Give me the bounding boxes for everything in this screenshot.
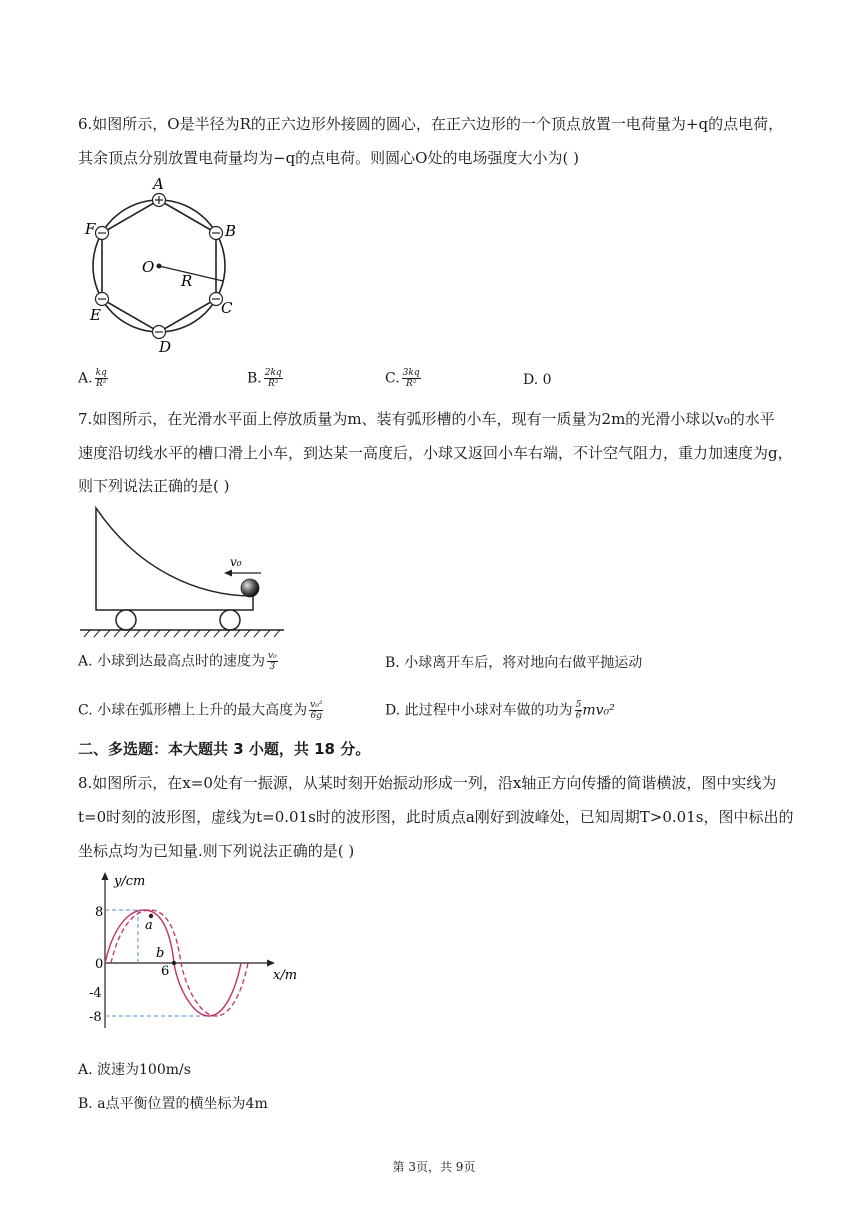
label-B: B [225,222,237,240]
tick-neg4: -4 [89,986,102,1001]
label-C: C [221,299,233,317]
q6-option-b: B. $\frac{2kq}{\text{R²}}$ [247,368,282,389]
y-axis-label: y/cm [114,874,146,889]
label-a: a [145,918,153,933]
q8-wave-graph [78,868,318,1043]
q7-stem-line1: 7.如图所示，在光滑水平面上停放质量为m、装有弧形槽的小车，现有一质量为2m的光滑小球以v₀的水平 [78,410,775,428]
label-O: O [142,258,155,276]
q7-option-c: C. 小球在弧形槽上上升的最大高度为 $\frac{\text{v₀²}}{6g}$ [78,700,323,721]
q8-stem-line2: t=0时刻的波形图，虚线为t=0.01s时的波形图，此时质点a刚好到波峰处，已知周期T>0.01s，图中标出的 [78,808,794,826]
label-F: F [85,220,96,238]
label-A: A [153,175,164,193]
x-axis-label: x/m [273,968,298,983]
label-D: D [159,338,172,356]
charge-negative-E [96,293,109,306]
charge-positive-A [153,194,166,207]
tick-6: 6 [161,964,170,979]
q7-cart-figure [78,500,288,640]
y-axis-arrow [102,872,109,880]
tick-0: 0 [95,957,104,972]
ball [241,579,259,597]
wheel-right [220,610,240,630]
q6-option-d: D. 0 [523,372,552,388]
q7-stem-line3: 则下列说法正确的是( ) [78,477,230,495]
q7-option-a: A. 小球到达最高点时的速度为 $\frac{\text{v₀}}{3}$ [78,651,277,672]
q8-option-a: A. 波速为100m/s [78,1062,191,1078]
q6-hexagon-figure [80,172,250,357]
charge-negative-B [210,227,223,240]
wheel-left [116,610,136,630]
tick-8: 8 [95,905,104,920]
q7-option-b: B. 小球离开车后，将对地向右做平抛运动 [385,655,643,671]
charge-negative-F [96,227,109,240]
point-b [172,961,176,965]
q6-option-a: A. $\frac{kq}{\text{R²}}$ [78,368,107,389]
section-2-heading: 二、多选题：本大题共 3 小题，共 18 分。 [78,740,371,758]
q6-stem-line2: 其余顶点分别放置电荷量均为−q的点电荷。则圆心O处的电场强度大小为( ) [78,149,579,167]
x-axis-arrow [267,960,275,967]
label-E: E [90,306,101,324]
q8-stem-line1: 8.如图所示，在x=0处有一振源，从某时刻开始振动形成一列，沿x轴正方向传播的简谐横波，图中实线为 [78,774,777,792]
q6-stem-line1: 6.如图所示，O是半径为R的正六边形外接圆的圆心，在正六边形的一个顶点放置一电荷量为+q的点电荷， [78,115,784,133]
q7-option-d: D. 此过程中小球对车做的功为 $\frac{5}{6}$ mv₀² [385,700,615,721]
q8-stem-line3: 坐标点均为已知量.则下列说法正确的是( ) [78,842,355,860]
velocity-arrowhead [224,570,232,577]
label-R: R [181,272,193,290]
q8-option-b: B. a点平衡位置的横坐标为4m [78,1096,268,1112]
page-footer: 第 3页，共 9页 [392,1160,476,1174]
velocity-label: v₀ [230,555,242,569]
center-dot [157,264,162,269]
q7-stem-line2: 速度沿切线水平的槽口滑上小车，到达某一高度后，小球又返回小车右端，不计空气阻力，重力加速度为g， [78,444,793,462]
ground-hatching [84,630,280,637]
label-b: b [156,946,165,961]
q6-option-c: C. $\frac{3kq}{\text{R²}}$ [385,368,420,389]
tick-neg8: -8 [89,1010,102,1025]
charge-negative-D [153,326,166,339]
